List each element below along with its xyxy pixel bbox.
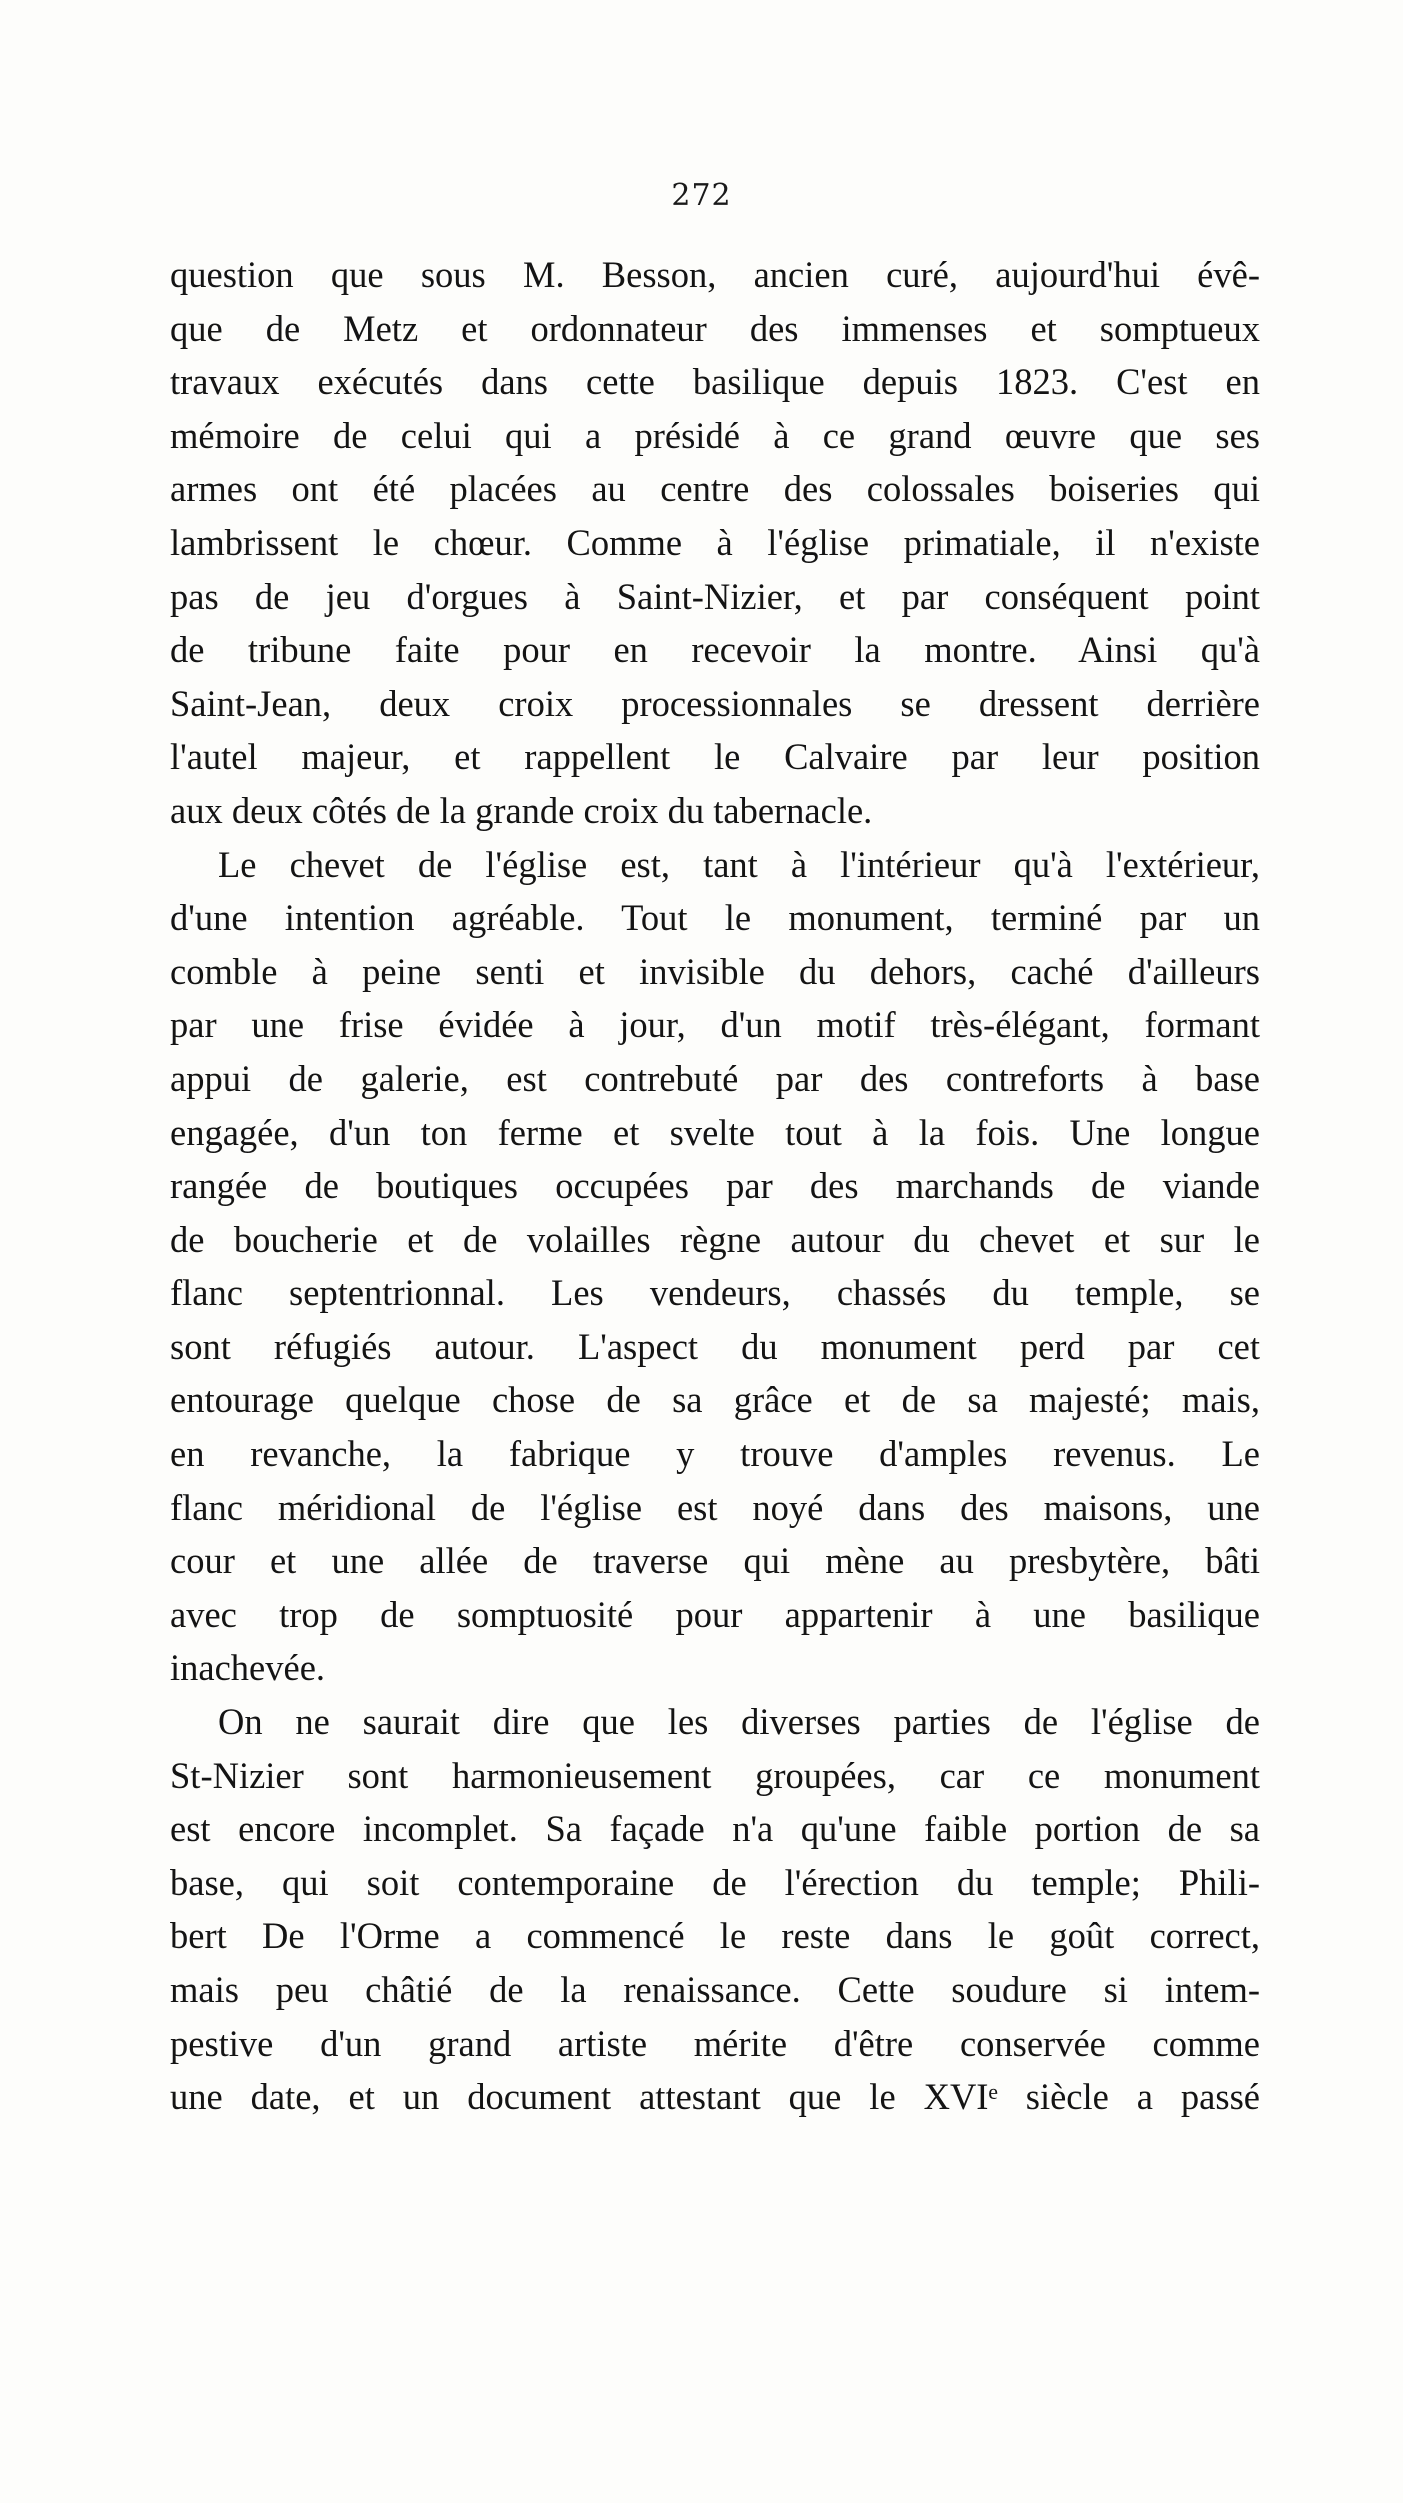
text-line: sont réfugiés autour. L'aspect du monument perd par cet [170,1325,1260,1367]
text-line: aux deux côtés de la grande croix du tabernacle. [170,789,873,831]
text-line: rangée de boutiques occupées par des marchands de viande [170,1165,1260,1207]
paragraph-3 [170,1695,1260,2124]
paragraph-2 [170,838,1260,1696]
text-line: armes ont été placées au centre des colossales boiseries qui [170,468,1260,510]
text-line: bert De l'Orme a commencé le reste dans le goût correct, [170,1915,1260,1957]
text-line: engagée, d'un ton ferme et svelte tout à la fois. Une longue [170,1111,1260,1153]
text-line: de boucherie et de volailles règne autour du chevet et sur le [170,1218,1260,1260]
text-line: pas de jeu d'orgues à Saint-Nizier, et par conséquent point [170,575,1260,617]
text-line: travaux exécutés dans cette basilique depuis 1823. C'est en [170,361,1260,403]
text-line: inachevée. [170,1647,326,1689]
text-line: appui de galerie, est contrebuté par des contreforts à base [170,1057,1260,1099]
text-line: de tribune faite pour en recevoir la montre. Ainsi qu'à [170,629,1260,671]
text-line: une date, et un document attestant que le XVIᵉ siècle a passé [170,2076,1260,2118]
body-text [170,248,1260,2124]
text-line: mémoire de celui qui a présidé à ce grand œuvre que ses [170,414,1260,456]
text-line: question que sous M. Besson, ancien curé, aujourd'hui évê- [170,254,1260,295]
text-line: flanc méridional de l'église est noyé dans des maisons, une [170,1486,1260,1528]
text-line: mais peu châtié de la renaissance. Cette soudure si intem- [170,1969,1260,2010]
text-line: base, qui soit contemporaine de l'érection du temple; Phili- [170,1861,1260,1903]
page-number: 272 [671,178,732,213]
text-line: en revanche, la fabrique y trouve d'amples revenus. Le [170,1433,1260,1475]
text-line: cour et une allée de traverse qui mène au presbytère, bâti [170,1540,1260,1582]
text-line: Le chevet de l'église est, tant à l'intérieur qu'à l'extérieur, [218,843,1260,885]
text-line: que de Metz et ordonnateur des immenses et somptueux [170,307,1260,349]
text-line: On ne saurait dire que les diverses parties de l'église de [218,1701,1260,1743]
text-line: entourage quelque chose de sa grâce et de sa majesté; mais, [170,1379,1260,1421]
text-line: l'autel majeur, et rappellent le Calvaire par leur position [170,736,1260,778]
text-line: est encore incomplet. Sa façade n'a qu'une faible portion de sa [170,1808,1260,1850]
text-line: d'une intention agréable. Tout le monument, terminé par un [170,897,1260,939]
text-line: St-Nizier sont harmonieusement groupées, car ce monument [170,1754,1260,1796]
text-line: flanc septentrionnal. Les vendeurs, chassés du temple, se [170,1272,1260,1314]
text-line: avec trop de somptuosité pour appartenir à une basilique [170,1593,1260,1635]
text-line: lambrissent le chœur. Comme à l'église primatiale, il n'existe [170,521,1260,563]
text-line: pestive d'un grand artiste mérite d'être conservée comme [170,2022,1260,2064]
text-line: comble à peine senti et invisible du dehors, caché d'ailleurs [170,950,1260,992]
text-line: par une frise évidée à jour, d'un motif très-élégant, formant [170,1004,1260,1046]
text-line: Saint-Jean, deux croix processionnales se dressent derrière [170,682,1260,724]
paragraph-1 [170,248,1260,838]
